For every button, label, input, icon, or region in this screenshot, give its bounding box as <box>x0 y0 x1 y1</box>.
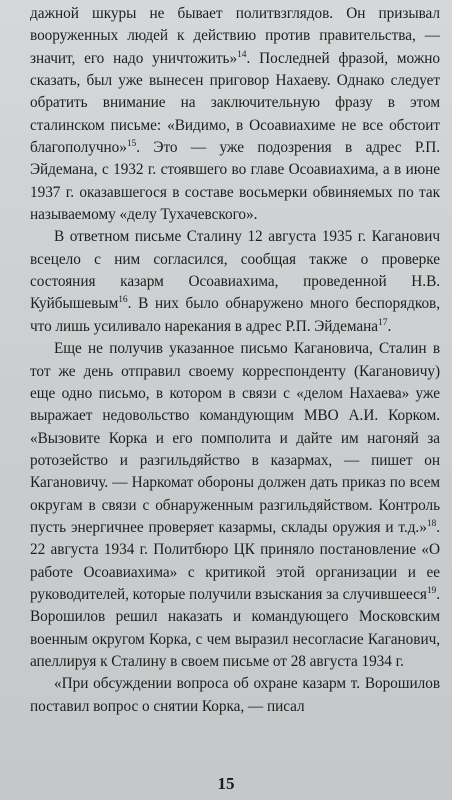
page-number: 15 <box>217 774 235 793</box>
footnote-ref: 18 <box>426 518 437 529</box>
footnote-ref: 17 <box>378 317 388 328</box>
text-run: . Последней фразой, можно сказать, был уже вынесен приговор Нахаеву. Однако следует обратить внимание на заключительную фразу в этом сталинском письме: «Видимо, в Осоавиахиме не все обстоит благополучно» <box>30 49 440 157</box>
footnote-ref: 19 <box>426 585 437 596</box>
text-run: дажной шкуры не бывает политвзглядов. Он призывал вооруженных людей к действию против правительства, — значит, его надо уничтожить» <box>30 5 440 67</box>
text-run: В ответном письме Сталину 12 августа 1935 г. Каганович всецело с ним согласился, сообщая также о проверке состояния казарм Осоавиахима, проведенной Н.В. Куйбышевым <box>30 228 440 313</box>
footnote-ref: 16 <box>118 295 128 306</box>
paragraph <box>30 338 440 673</box>
paragraph <box>30 226 440 338</box>
footnote-ref: 15 <box>126 139 137 150</box>
text-run: «При обсуждении вопроса об охране казарм т. Ворошилов поставил вопрос о снятии Корка, — писал <box>30 675 440 715</box>
text-run: . Это — уже подозрения в адрес Р.П. Эйдемана, с 1932 г. стоявшего во главе Осоавиахима, а в июне 1937 г. оказавшегося в составе восьмерки обвиняемых по так называемому «делу Тухачевского». <box>30 139 440 224</box>
text-run: . В них было обнаружено много беспорядков, что лишь усиливало нарекания в адрес Р.П. Эйдемана <box>30 295 440 335</box>
footnote-ref: 14 <box>237 49 247 60</box>
text-run: . 22 августа 1934 г. Политбюро ЦК приняло постановление «О работе Осоавиахима» с критикой этой организации и ее руководителей, которые получили взыскания за случившееся <box>30 518 440 603</box>
body-text <box>30 3 440 718</box>
paragraph <box>30 3 440 226</box>
text-run: . Ворошилов решил наказать и командующего Московским военным округом Корка, с чем выразил несогласие Каганович, апеллируя к Сталину в своем письме от 28 августа 1934 г. <box>30 585 440 670</box>
text-run: Еще не получив указанное письмо Кагановича, Сталин в тот же день отправил своему корреспонденту (Кагановичу) еще одно письмо, в котором в связи с «делом Нахаева» уже выражает недовольство командующим МВО А.И. Корком. «Вызовите Корка и его помполита и дайте им нагоняй за ротозейство и разгильдяйство в казармах, — пишет он Кагановичу. — Наркомат обороны должен дать приказ по всем округам в связи с обнаруженным разгильдяйством. Контроль пусть энергичнее проверяет казармы, склады оружия и т.д.» <box>30 340 440 536</box>
text-run: . <box>387 317 392 335</box>
paragraph <box>30 673 440 718</box>
